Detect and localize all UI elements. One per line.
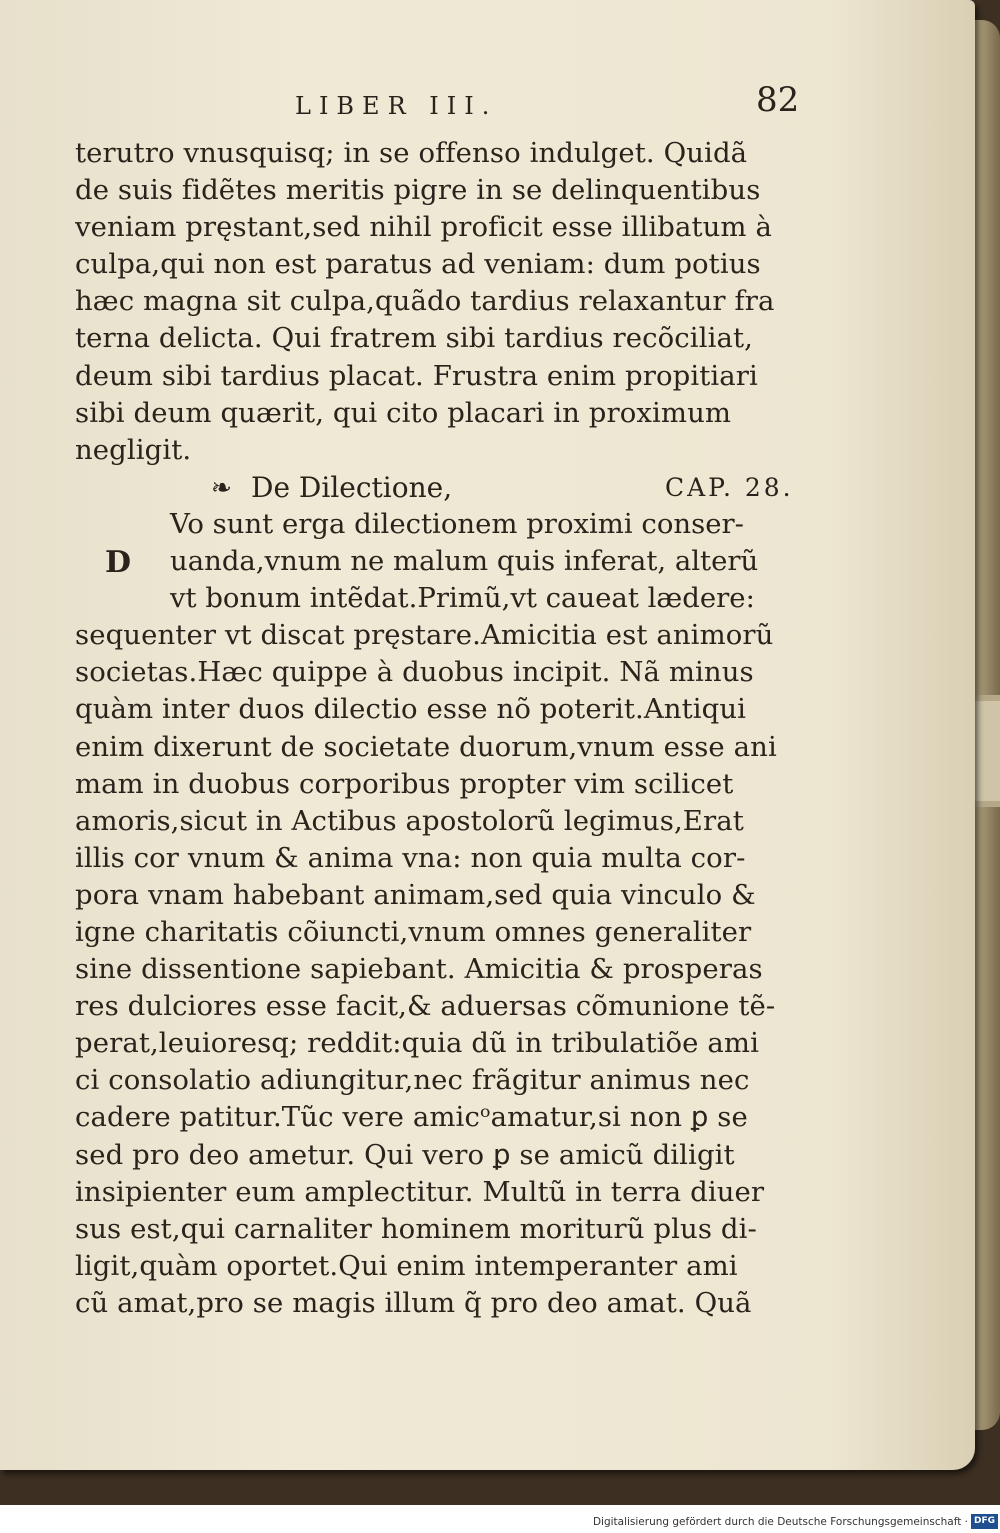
text-line: enim dixerunt de societate duorum,vnum esse ani: [75, 730, 777, 763]
chapter-number: CAP. 28.: [665, 472, 794, 502]
text-line: pora vnam habebant animam,sed quia vinculo &: [75, 878, 756, 911]
text-line: sibi deum quærit, qui cito placari in proximum: [75, 396, 732, 429]
initial-paragraph: [75, 506, 820, 617]
text-line: de suis fidẽtes meritis pigre in se delinquentibus: [75, 174, 761, 207]
text-line: cadere patitur.Tũc vere amicᵒamatur,si non ꝑ se: [75, 1101, 748, 1134]
text-line: Vo sunt erga dilectionem proximi conser-: [170, 507, 744, 540]
text-line: quàm inter duos dilectio esse nõ poterit.Antiqui: [75, 693, 747, 726]
text-line: hæc magna sit culpa,quãdo tardius relaxantur fra: [75, 285, 775, 318]
chapter-heading: [75, 469, 820, 506]
text-line: vt bonum intẽdat.Primũ,vt caueat lædere:: [170, 582, 755, 615]
drop-initial: D: [105, 544, 132, 580]
running-head: LIBER III.: [295, 92, 498, 120]
text-line: cũ amat,pro se magis illum q̃ pro deo amat. Quã: [75, 1286, 752, 1319]
text-line: ci consolatio adiungitur,nec frãgitur animus nec: [75, 1064, 750, 1097]
text-line: veniam pręstant,sed nihil proficit esse illibatum à: [75, 211, 772, 244]
text-line: sine dissentione sapiebant. Amicitia & prosperas: [75, 953, 763, 986]
text-line: mam in duobus corporibus propter vim scilicet: [75, 767, 734, 800]
dfg-logo: DFG: [971, 1514, 998, 1529]
text-line: terutro vnusquisq; in se offenso indulget. Quidã: [75, 137, 748, 169]
text-line: ligit,quàm oportet.Qui enim intemperanter ami: [75, 1249, 738, 1282]
text-line: uanda,vnum ne malum quis inferat, alterũ: [170, 545, 759, 578]
text-line: igne charitatis cõiuncti,vnum omnes generaliter: [75, 915, 752, 948]
text-line: illis cor vnum & anima vna: non quia multa cor-: [75, 841, 746, 874]
text-line: culpa,qui non est paratus ad veniam: dum potius: [75, 248, 761, 281]
text-line: societas.Hæc quippe à duobus incipit. Nã minus: [75, 656, 754, 689]
text-line: sed pro deo ametur. Qui vero ꝑ se amicũ diligit: [75, 1138, 735, 1171]
text-block: [75, 135, 820, 1322]
text-line: terna delicta. Qui fratrem sibi tardius recõciliat,: [75, 322, 753, 355]
footer-bar: [0, 1505, 1000, 1533]
text-line: res dulciores esse facit,& aduersas cõmunione tẽ-: [75, 990, 776, 1023]
text-line: deum sibi tardius placat. Frustra enim propitiari: [75, 359, 758, 392]
digitization-credit: Digitalisierung gefördert durch die Deutsche Forschungsgemeinschaft ·: [592, 1516, 968, 1528]
text-line: sus est,qui carnaliter hominem moriturũ plus di-: [75, 1212, 757, 1245]
body-indented: [75, 506, 820, 617]
text-line: insipienter eum amplectitur. Multũ in terra diuer: [75, 1175, 765, 1208]
text-line: amoris,sicut in Actibus apostolorũ legimus,Erat: [75, 804, 744, 837]
body-top: [75, 135, 820, 469]
text-line: negligit.: [75, 433, 192, 466]
folio-number: 82: [756, 80, 800, 120]
fleuron-icon: ❧: [211, 472, 232, 502]
text-line: perat,leuioresq; reddit:quia dũ in tribulatiõe ami: [75, 1027, 759, 1060]
chapter-title: De Dilectione,: [251, 470, 453, 504]
body-bottom: [75, 617, 820, 1322]
text-line: sequenter vt discat pręstare.Amicitia est animorũ: [75, 619, 774, 652]
